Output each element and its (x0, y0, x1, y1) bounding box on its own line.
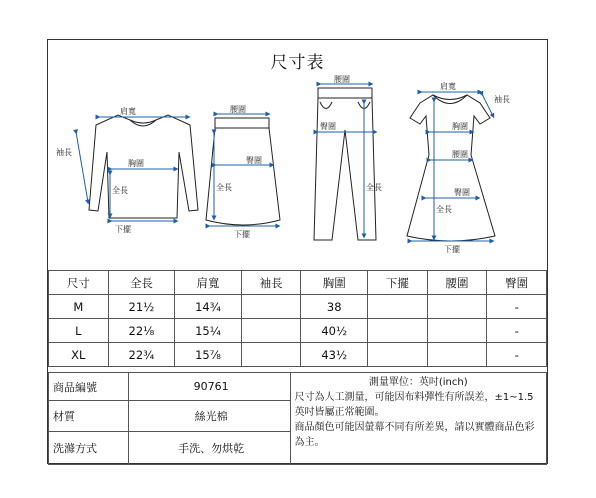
header-chest: 胸圍 (301, 271, 368, 295)
chart-title: 尺寸表 (270, 53, 325, 73)
cell-waist (427, 319, 487, 343)
cell-shoulder: 15⅞ (175, 343, 242, 367)
color-note: 商品顏色可能因螢幕不同有所差異，請以實體商品色彩為主。 (294, 422, 535, 448)
product-no-value: 90761 (128, 373, 290, 401)
cell-hem (368, 343, 428, 367)
top-length-label: 全長 (112, 186, 128, 195)
skirt-diagram (206, 118, 280, 225)
header-size: 尺寸 (49, 271, 109, 295)
wash-label: 洗滌方式 (49, 432, 129, 465)
cell-sleeve (241, 295, 301, 319)
cell-chest: 38 (301, 295, 368, 319)
dress-sleeve-label: 袖長 (494, 95, 510, 104)
header-sleeve: 袖長 (241, 271, 301, 295)
cell-size: M (49, 295, 109, 319)
dress-chest-label: 胸圍 (452, 122, 468, 131)
measurement-notes (290, 373, 546, 465)
skirt-length-label: 全長 (216, 183, 232, 192)
top-hem-label: 下擺 (115, 225, 131, 234)
unit-note: 測量單位：英吋(inch) (368, 377, 468, 388)
skirt-hem-label: 下擺 (234, 230, 250, 239)
cell-hip: - (487, 343, 547, 367)
wash-value: 手洗、勿烘乾 (128, 432, 290, 465)
garment-diagrams (48, 40, 549, 270)
dress-shoulder-label: 肩寬 (440, 82, 456, 91)
cell-hip: - (487, 319, 547, 343)
cell-sleeve (241, 319, 301, 343)
pants-waist-label: 腰圍 (334, 75, 350, 84)
header-length: 全長 (108, 271, 175, 295)
cell-size: XL (49, 343, 109, 367)
header-hem: 下擺 (368, 271, 428, 295)
size-table-header-row (49, 271, 547, 295)
header-hip: 臀圍 (487, 271, 547, 295)
top-sleeve-label: 袖長 (56, 148, 72, 157)
tolerance-note: 尺寸為人工測量，可能因布料彈性有所誤差，±1~1.5 英吋皆屬正常範圍。 (294, 392, 534, 418)
header-waist: 腰圍 (427, 271, 487, 295)
table-row (49, 343, 547, 367)
cell-hip: - (487, 295, 547, 319)
dress-diagram (407, 95, 495, 241)
cell-shoulder: 14¾ (175, 295, 242, 319)
header-shoulder: 肩寬 (175, 271, 242, 295)
top-shoulder-label: 肩寬 (120, 107, 136, 116)
dress-hip-label: 臀圍 (454, 188, 470, 197)
dress-waist-label: 腰圍 (452, 150, 468, 159)
cell-length: 22⅛ (108, 319, 175, 343)
cell-sleeve (241, 343, 301, 367)
cell-length: 22¾ (108, 343, 175, 367)
dress-length-label: 全長 (436, 205, 452, 214)
cell-length: 21½ (108, 295, 175, 319)
skirt-waist-label: 腰圍 (230, 105, 246, 114)
top-chest-label: 胸圍 (128, 159, 144, 168)
size-table (48, 270, 547, 367)
pants-hip-label: 臀圍 (320, 122, 336, 131)
cell-hem (368, 319, 428, 343)
product-no-label: 商品編號 (49, 373, 129, 401)
material-label: 材質 (49, 401, 129, 432)
cell-shoulder: 15¼ (175, 319, 242, 343)
table-row (49, 319, 547, 343)
cell-hem (368, 295, 428, 319)
size-chart-sheet (47, 39, 548, 464)
cell-size: L (49, 319, 109, 343)
cell-waist (427, 343, 487, 367)
cell-chest: 40½ (301, 319, 368, 343)
cell-waist (427, 295, 487, 319)
skirt-hip-label: 臀圍 (246, 156, 262, 165)
dress-hem-label: 下擺 (444, 245, 460, 254)
product-no-row (49, 373, 547, 401)
product-info-table (48, 372, 547, 465)
pants-length-label: 全長 (366, 183, 382, 192)
material-value: 絲光棉 (128, 401, 290, 432)
pants-diagram (314, 88, 376, 240)
cell-chest: 43½ (301, 343, 368, 367)
table-row (49, 295, 547, 319)
